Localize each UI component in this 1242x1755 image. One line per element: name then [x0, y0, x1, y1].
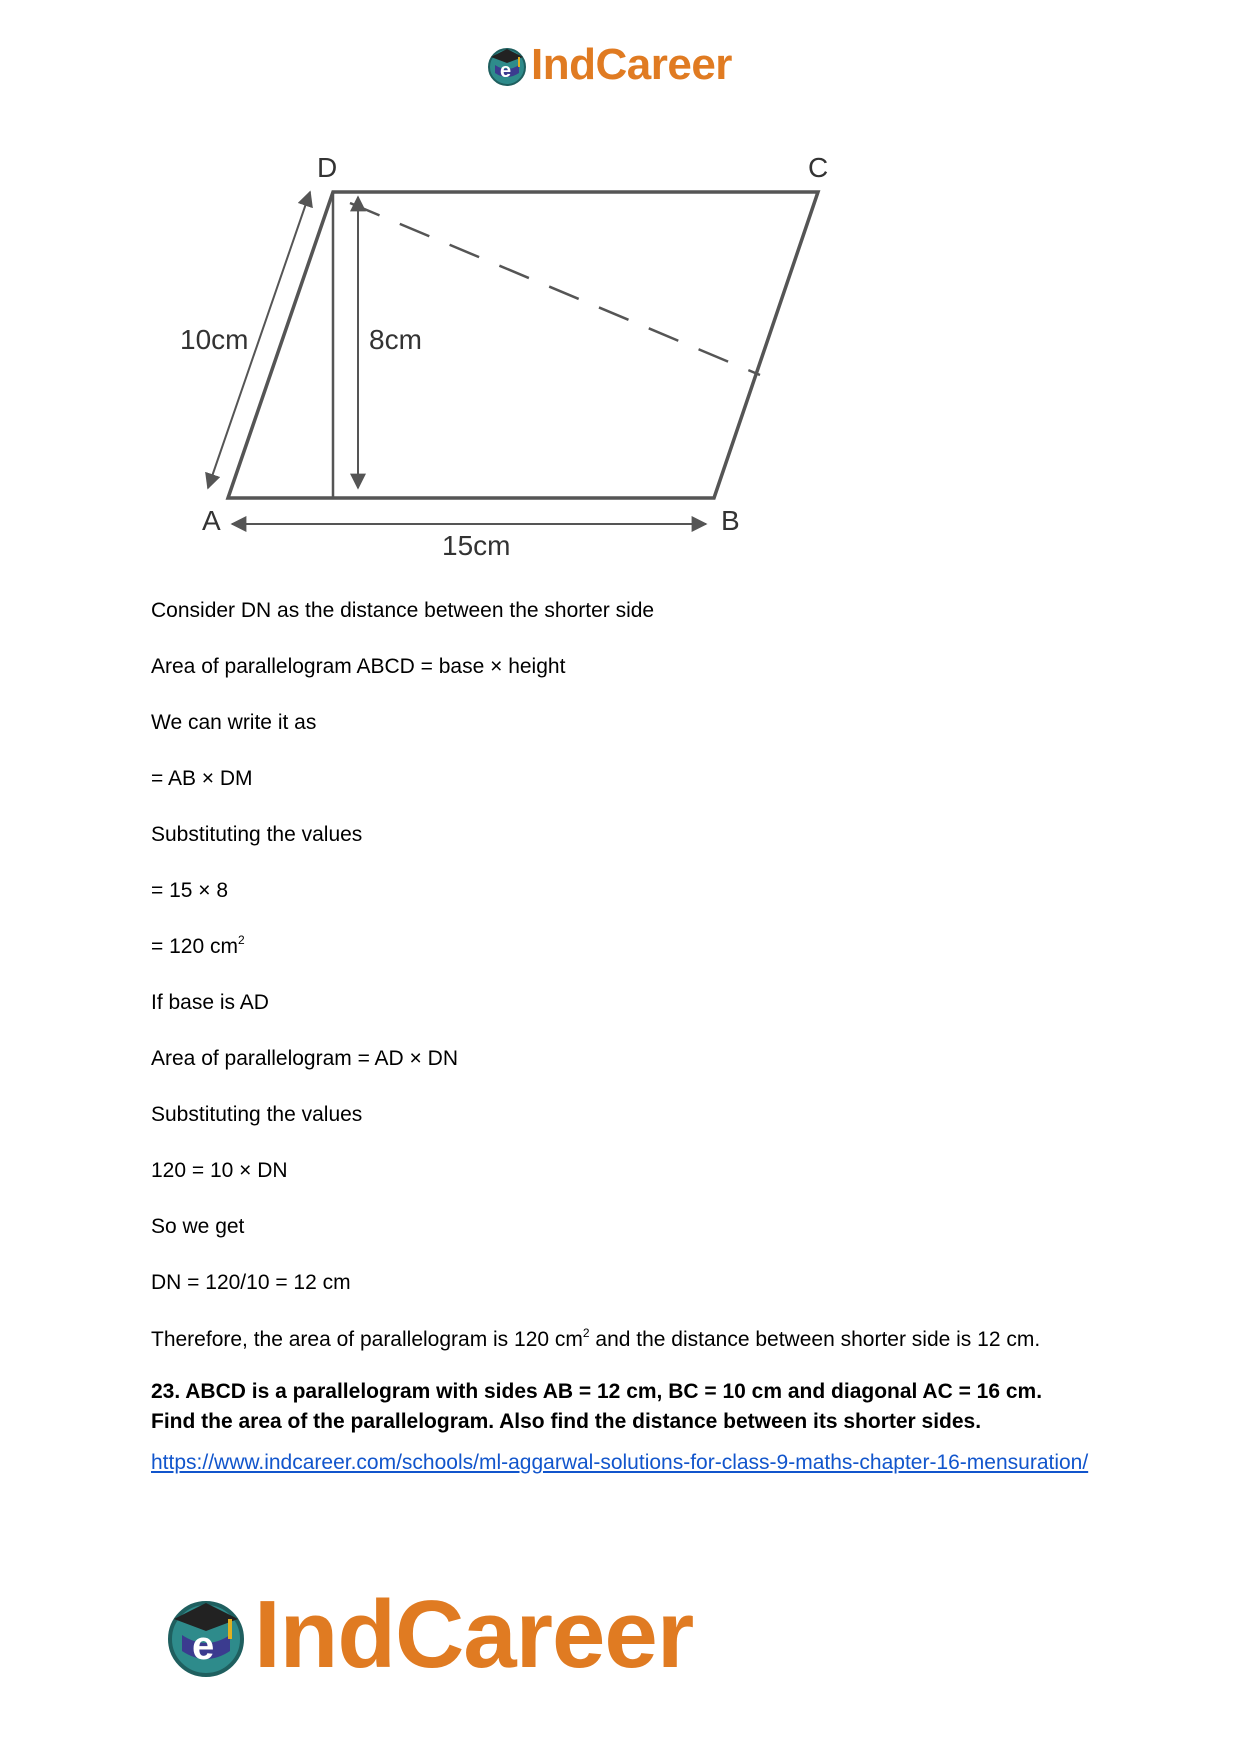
solution-conclusion: Therefore, the area of parallelogram is 120 $cm^2$ and the distance between shorter side is 12 cm. — [151, 1326, 1041, 1351]
side-length-label: 10cm — [180, 324, 249, 355]
solution-content — [151, 596, 1091, 1478]
parallelogram-figure — [160, 145, 840, 570]
logo-globe-icon — [485, 43, 529, 87]
vertex-label-a: A — [202, 505, 221, 536]
question-23: 23. ABCD is a parallelogram with sides AB = 12 cm, BC = 10 cm and diagonal AC = 16 cm. Find the area of the parallelogram. Also find the distance between its shorter sides. — [151, 1380, 1043, 1433]
solution-line: Area of parallelogram = AD × DN — [151, 1047, 458, 1070]
solution-line: Consider DN as the distance between the shorter side — [151, 599, 655, 622]
header-logo-text: IndCareer — [531, 40, 732, 89]
footer-logo — [162, 1581, 694, 1688]
source-link[interactable]: https://www.indcareer.com/schools/ml-aggarwal-solutions-for-class-9-maths-chapter-16-mensuration/ — [151, 1451, 1089, 1474]
base-length-label: 15cm — [442, 530, 511, 561]
solution-line: Substituting the values — [151, 1103, 363, 1126]
superscript: 2 — [237, 933, 245, 947]
solution-line: Area of parallelogram ABCD = base × height — [151, 655, 566, 678]
solution-line: Substituting the values — [151, 823, 363, 846]
footer-logo-text: IndCareer — [254, 1581, 694, 1688]
solution-line: DN = 120/10 = 12 cm — [151, 1271, 351, 1294]
solution-line-area: = 120 $cm^2$ — [151, 933, 245, 958]
parallelogram-shape — [228, 192, 818, 498]
solution-line: 120 = 10 × DN — [151, 1159, 288, 1182]
svg-text:e: e — [500, 60, 512, 82]
superscript: 2 — [582, 1326, 590, 1340]
solution-line: So we get — [151, 1215, 245, 1238]
solution-line: = AB × DM — [151, 767, 253, 790]
solution-line: = 15 × 8 — [151, 879, 229, 902]
vertex-label-d: D — [317, 152, 338, 183]
vertex-label-b: B — [721, 505, 740, 536]
svg-text:e: e — [192, 1624, 215, 1668]
vertex-label-c: C — [808, 152, 829, 183]
solution-line: We can write it as — [151, 711, 317, 734]
logo-globe-icon — [162, 1591, 250, 1679]
height-length-label: 8cm — [369, 324, 422, 355]
solution-line: If base is AD — [151, 991, 269, 1014]
header-logo — [485, 40, 732, 90]
